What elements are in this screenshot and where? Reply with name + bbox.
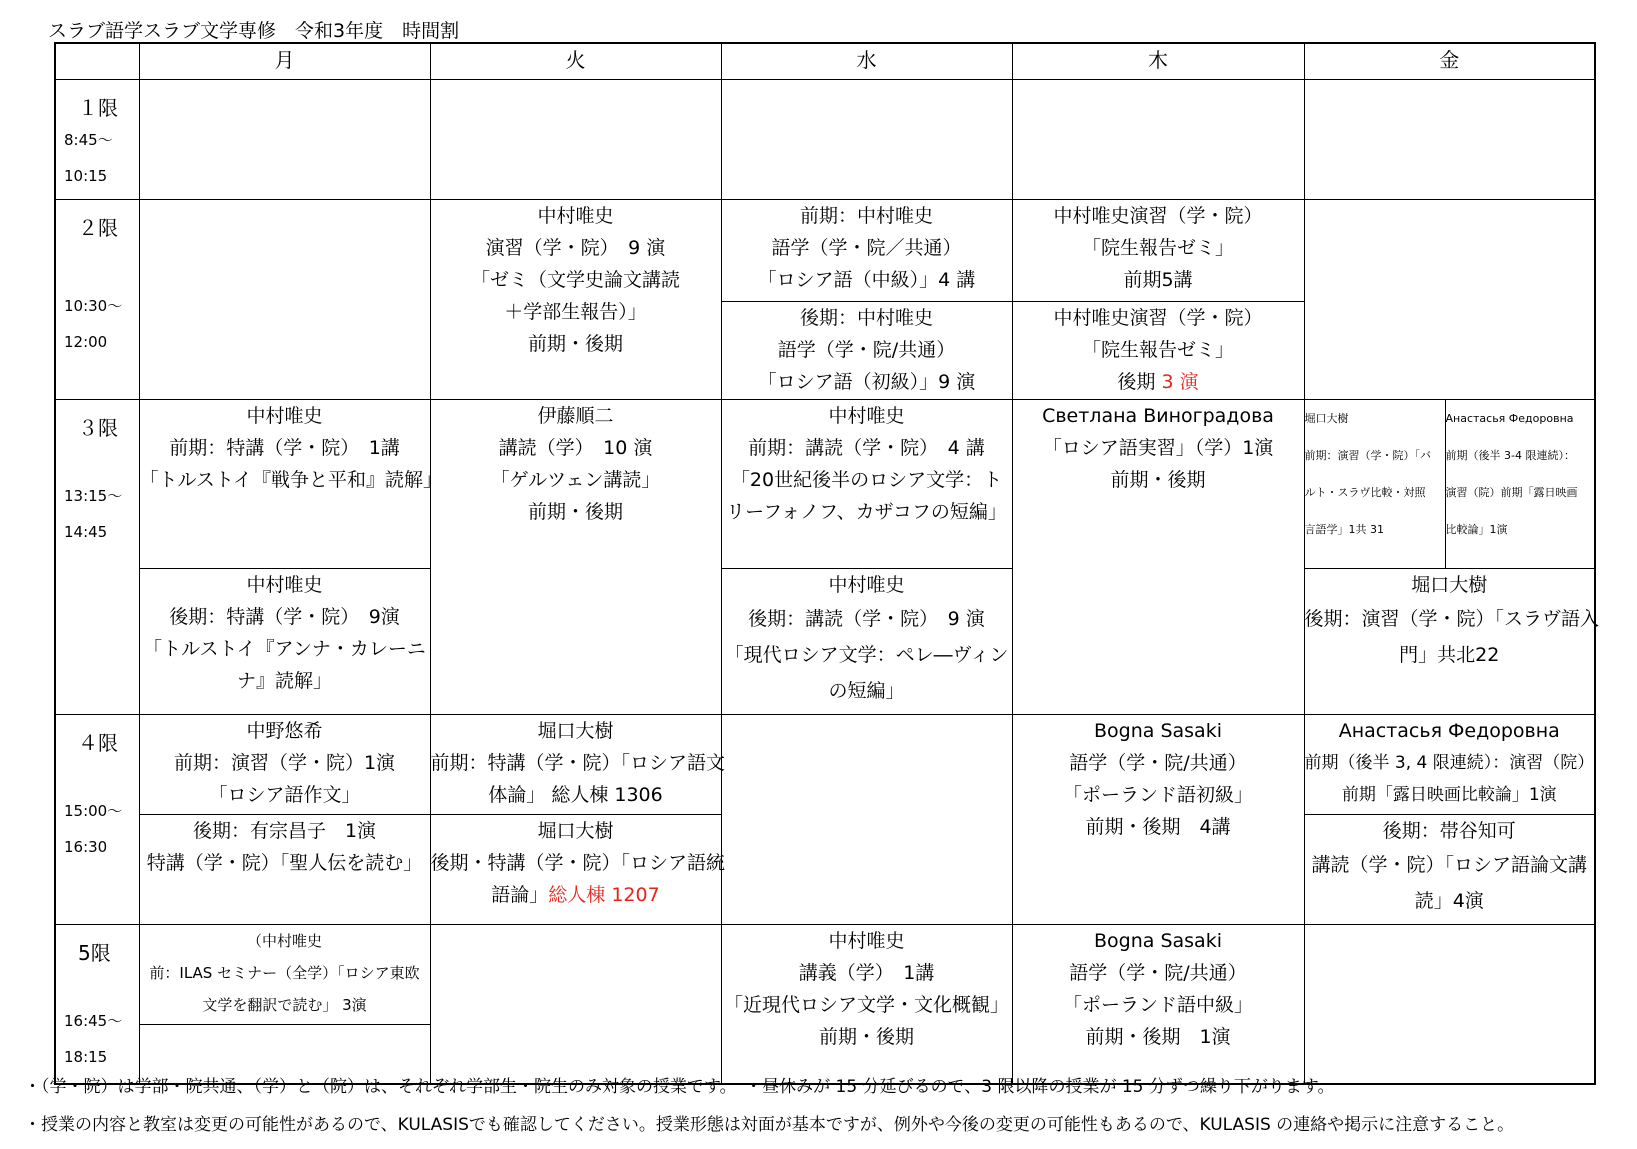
cell-p4-mon-b — [139, 814, 430, 924]
day-header-mon: 月 — [139, 43, 430, 79]
teacher: 中村唯史演習（学・院） — [1053, 306, 1263, 329]
day-header-tue: 火 — [430, 43, 721, 79]
course-type: 後期：特講（学・院） 9演 — [169, 605, 400, 628]
cell-p4-tue-b — [430, 814, 726, 924]
page-title: スラブ語学スラブ文学専修 令和3年度 時間割 — [48, 20, 460, 42]
cell-p1-tue — [430, 79, 721, 199]
course-title: リーフォノフ、カザコフの短編」 — [726, 500, 1007, 523]
course-type: 前期（後半 3, 4 限連続）：演習（院） — [1304, 752, 1595, 773]
term: 前期・後期 4講 — [1085, 815, 1231, 838]
teacher: 堀口大樹 — [1411, 573, 1488, 596]
cell-p3-mon-a — [139, 399, 442, 568]
period-1 — [55, 79, 139, 199]
teacher: Bogna Sasaki — [1094, 719, 1222, 742]
teacher: 後期：中村唯史 — [799, 306, 933, 329]
period-4 — [55, 714, 139, 924]
course-title: 前期「露日映画比較論」1演 — [1341, 784, 1557, 805]
course-title: の短編」 — [828, 679, 905, 702]
teacher: 堀口大樹 — [537, 719, 614, 742]
period-3 — [55, 399, 139, 714]
cell-p5-fri — [1304, 924, 1595, 1084]
teacher: 中村唯史 — [828, 404, 905, 427]
cell-p4-wed — [721, 714, 1012, 924]
course-title: 演習（院）前期「露日映画 — [1445, 485, 1578, 499]
course-type: 語学（学・院／共通） — [771, 236, 962, 259]
cell-p4-fri-b — [1304, 814, 1595, 924]
period-end: 14:45 — [64, 522, 108, 541]
period-end: 10:15 — [64, 166, 108, 185]
teacher: 後期：有宗昌子 1演 — [192, 819, 377, 842]
term: 後期 3 演 — [1117, 370, 1199, 393]
period-5 — [55, 924, 139, 1084]
course-type: 講読（学・院）「ロシア語論文講 — [1311, 853, 1587, 876]
course-title: 「近現代ロシア文学・文化概観」 — [723, 993, 1009, 1016]
period-start: 8:45～ — [64, 130, 113, 149]
course-title: 「トルストイ『アンナ・カレーニ — [143, 637, 426, 660]
course-title: 「院生報告ゼミ」 — [1081, 236, 1234, 259]
cell-p5-wed — [721, 924, 1012, 1084]
term: 前期・後期 — [1110, 468, 1206, 491]
period-start: 15:00～ — [64, 801, 123, 820]
course-type: 講義（学） 1講 — [798, 961, 935, 984]
cell-p3-thu — [1012, 399, 1304, 714]
course-type: 後期・特講（学・院）「ロシア語統 — [430, 851, 726, 874]
cell-p2-mon — [139, 199, 430, 399]
cell-p3-fri-a — [1304, 399, 1595, 568]
course-type: 前期：講読（学・院） 4 講 — [748, 436, 985, 459]
teacher: 中村唯史 — [537, 204, 614, 227]
course-type: 演習（学・院） 9 演 — [485, 236, 666, 259]
teacher: Анастасья Федоровна — [1338, 719, 1560, 742]
teacher: 中村唯史 — [828, 573, 905, 596]
cell-p3-fri-a2 — [1445, 400, 1594, 568]
course-title: 読」4演 — [1414, 889, 1484, 912]
course-type: 語学（学・院/共通） — [1069, 751, 1247, 774]
course-title: 門」共北22 — [1399, 643, 1500, 666]
cell-p5-tue — [430, 924, 721, 1084]
course-title: 「ロシア語（中級）」4 講 — [757, 268, 976, 291]
cell-p2-thu-a — [1012, 199, 1304, 301]
cell-p4-mon-a — [139, 714, 430, 814]
period-2 — [55, 199, 139, 399]
course-type: 講読（学） 10 演 — [498, 436, 653, 459]
cell-p5-mon-a — [139, 924, 430, 1024]
course-type: 前：ILAS セミナー（全学）「ロシア東欧 — [149, 963, 420, 982]
teacher: 中村唯史 — [246, 404, 323, 427]
cell-p3-wed-a — [721, 399, 1012, 568]
teacher: Светлана Виноградова — [1042, 404, 1274, 427]
course-title: 「ポーランド語中級」 — [1062, 993, 1253, 1016]
teacher: Анастасья Федоровна — [1445, 411, 1574, 425]
course-title: 語論」総人棟 1207 — [491, 883, 660, 906]
course-title: 「ポーランド語初級」 — [1062, 783, 1253, 806]
course-type: 前期：演習（学・院）1演 — [173, 751, 396, 774]
period-label: １限 — [78, 95, 118, 120]
period-label: ４限 — [78, 730, 118, 755]
period-end: 12:00 — [64, 332, 108, 351]
teacher: Bogna Sasaki — [1094, 929, 1222, 952]
teacher: 堀口大樹 — [537, 819, 614, 842]
course-type: 前期（後半 3-4 限連続）： — [1445, 448, 1575, 462]
period-label: 5限 — [78, 940, 111, 965]
period-start: 16:45～ — [64, 1011, 123, 1030]
course-title: 比較論」1演 — [1445, 522, 1508, 536]
cell-p2-fri — [1304, 199, 1595, 399]
timetable — [54, 42, 1600, 1085]
term: 前期・後期 — [527, 500, 623, 523]
cell-p2-tue — [430, 199, 721, 399]
teacher: 中村唯史演習（学・院） — [1053, 204, 1263, 227]
teacher: 後期：帯谷知可 — [1382, 819, 1516, 842]
footnote-1: ・（学・院）は学部・院共通、（学）と（院）は、それぞれ学部生・院生のみ対象の授業です。 ・昼休みが 15 分延びるので、3 限以降の授業が 15 分ずつ繰り下がります。 — [24, 1077, 1335, 1097]
course-title: ナ』読解」 — [236, 669, 332, 692]
cell-p3-fri-a1 — [1305, 400, 1446, 568]
course-title: 「トルストイ『戦争と平和』読解」 — [139, 468, 442, 491]
course-title: 「ロシア語実習」（学）1演 — [1042, 436, 1274, 459]
period-start: 10:30～ — [64, 296, 123, 315]
course-type: 語学（学・院/共通） — [777, 338, 956, 361]
day-header-fri: 金 — [1304, 43, 1595, 79]
course-title: ルト・スラヴ比較・対照 — [1304, 485, 1426, 499]
cell-p1-thu — [1012, 79, 1304, 199]
period-label: ３限 — [78, 415, 118, 440]
course-title: 体論」 総人棟 1306 — [488, 783, 663, 806]
cell-p2-wed-a — [721, 199, 1012, 301]
day-header-thu: 木 — [1012, 43, 1304, 79]
teacher: 中村唯史 — [246, 573, 323, 596]
footnote-2: ・授業の内容と教室は変更の可能性があるので、KULASISでも確認してください。授業形態は対面が基本ですが、例外や今後の変更の可能性もあるので、KULASIS の連絡や掲示に注意すること。 — [24, 1115, 1515, 1135]
cell-p5-thu — [1012, 924, 1304, 1084]
cell-p2-thu-b — [1012, 301, 1304, 399]
course-title: 「現代ロシア文学：ペレ―ヴィン — [724, 643, 1009, 666]
course-title: 特講（学・院）「聖人伝を読む」 — [146, 851, 423, 874]
course-title: 「院生報告ゼミ」 — [1081, 338, 1234, 361]
teacher: 中村唯史 — [828, 929, 905, 952]
teacher: 前期：中村唯史 — [799, 204, 933, 227]
cell-p4-tue-a — [430, 714, 726, 814]
cell-p4-thu — [1012, 714, 1304, 924]
course-title: 「ロシア語作文」 — [208, 783, 361, 806]
split-cell — [1305, 400, 1595, 568]
cell-p3-mon-b — [139, 568, 430, 714]
course-title: 「ゼミ（文学史論文講読 — [470, 268, 680, 291]
course-title: ＋学部生報告）」 — [504, 300, 647, 323]
course-type: 語学（学・院/共通） — [1069, 961, 1247, 984]
teacher: 伊藤順二 — [537, 404, 614, 427]
cell-p1-fri — [1304, 79, 1595, 199]
period-label: ２限 — [78, 215, 118, 240]
teacher: 堀口大樹 — [1304, 411, 1349, 425]
term: 前期・後期 — [527, 332, 623, 355]
corner-cell — [55, 43, 139, 79]
period-start: 13:15～ — [64, 486, 123, 505]
day-header-wed: 水 — [721, 43, 1012, 79]
cell-p3-tue — [430, 399, 721, 714]
teacher: （中村唯史 — [246, 931, 322, 950]
cell-p1-mon — [139, 79, 430, 199]
course-title: 言語学」1共 31 — [1304, 522, 1384, 536]
period-end: 16:30 — [64, 837, 108, 856]
course-title: 「20世紀後半のロシア文学：ト — [730, 468, 1003, 491]
course-type: 前期：特講（学・院）「ロシア語文 — [430, 751, 726, 774]
cell-p3-fri-b — [1304, 568, 1600, 714]
cell-p3-wed-b — [721, 568, 1012, 714]
course-type: 後期：演習（学・院）「スラヴ語入 — [1304, 607, 1600, 630]
course-type: 前期：演習（学・院）「バ — [1304, 448, 1431, 462]
course-type: 後期：講読（学・院） 9 演 — [748, 607, 985, 630]
cell-p1-wed — [721, 79, 1012, 199]
term: 前期5講 — [1123, 268, 1193, 291]
course-title: 「ロシア語（初級）」9 演 — [757, 370, 976, 393]
course-type: 前期：特講（学・院） 1講 — [169, 436, 400, 459]
course-title: 文学を翻訳で読む」 3演 — [202, 995, 367, 1014]
teacher: 中野悠希 — [246, 719, 323, 742]
period-end: 18:15 — [64, 1047, 108, 1066]
course-title: 「ゲルツェン講読」 — [490, 468, 661, 491]
term: 前期・後期 1演 — [1085, 1025, 1231, 1048]
cell-p2-wed-b — [721, 301, 1012, 399]
cell-p4-fri-a — [1304, 714, 1595, 814]
term: 前期・後期 — [818, 1025, 914, 1048]
